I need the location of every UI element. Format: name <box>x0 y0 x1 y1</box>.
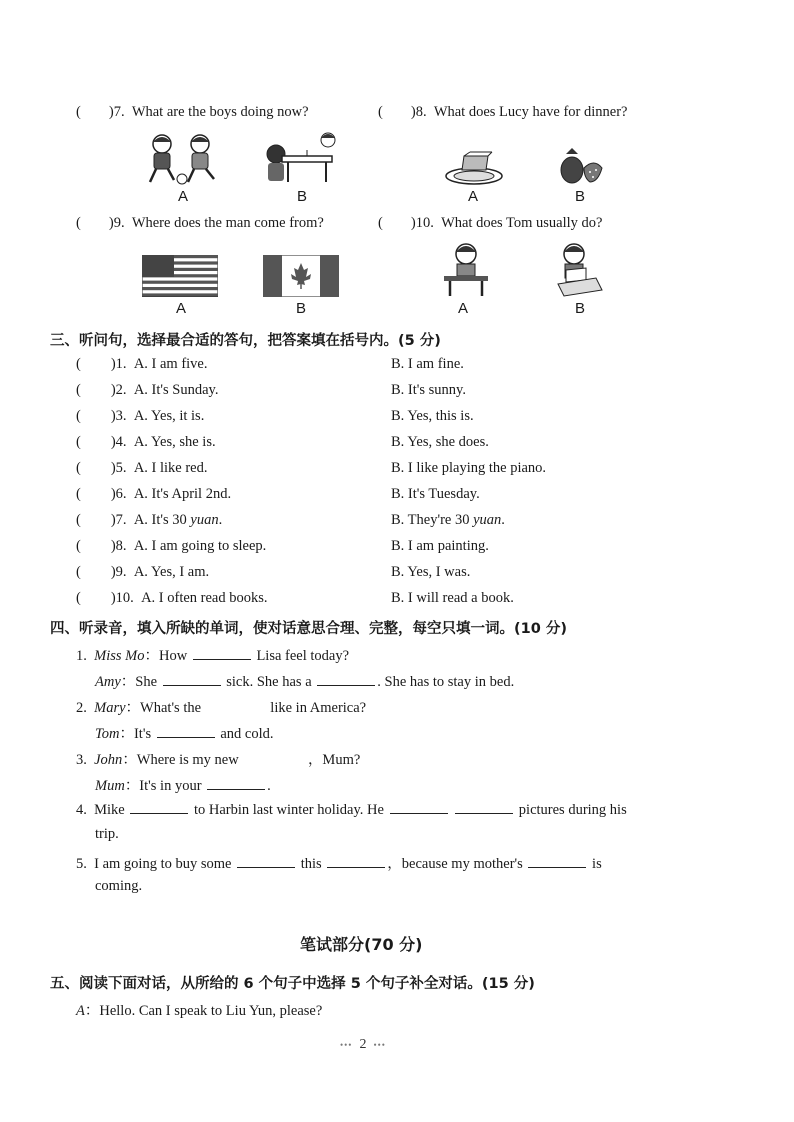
blank-input[interactable] <box>193 646 251 660</box>
option-b[interactable]: B. I am fine. <box>391 356 464 372</box>
question-9: ( )9. Where does the man come from? <box>76 215 324 231</box>
option-a[interactable]: A. Yes, it is. <box>133 408 205 424</box>
blank-input[interactable] <box>237 854 295 868</box>
blank-input[interactable] <box>244 751 302 764</box>
blank-input[interactable] <box>163 672 221 686</box>
list-item: ( )9. A. Yes, I am. <box>76 564 210 580</box>
question-text: What does Lucy have for dinner? <box>433 104 628 120</box>
option-a[interactable]: A. Yes, I am. <box>133 564 210 580</box>
option-b[interactable]: B. I will read a book. <box>391 590 514 606</box>
option-a[interactable]: A. I am going to sleep. <box>133 538 267 554</box>
list-item: ( )8. A. I am going to sleep. <box>76 538 267 554</box>
blank-input[interactable] <box>207 776 265 790</box>
blank-input[interactable] <box>390 800 448 814</box>
fill-q3-line2: Mum：It's in your . <box>95 778 271 794</box>
list-item: ( )4. A. Yes, she is. <box>76 434 216 450</box>
option-b[interactable]: B. Yes, she does. <box>391 434 489 450</box>
option-a[interactable]: A. Yes, she is. <box>133 434 216 450</box>
option-b[interactable]: B. Yes, this is. <box>391 408 474 424</box>
fill-q4-line2: trip. <box>95 826 119 842</box>
eggplant-picture <box>556 144 606 186</box>
section-3-title: 三、听问句，选择最合适的答句，把答案填在括号内。(5 分) <box>50 333 441 349</box>
option-b[interactable]: B. They're 30 yuan. <box>391 512 505 528</box>
answer-paren[interactable]: ( <box>378 104 383 120</box>
option-b-label: B <box>296 300 307 317</box>
question-text: What are the boys doing now? <box>131 104 309 120</box>
option-b[interactable]: B. Yes, I was. <box>391 564 471 580</box>
blank-input[interactable] <box>130 800 188 814</box>
fill-q1-line2: Amy：She sick. She has a . She has to stay in bed. <box>95 674 515 690</box>
boy-reading-picture <box>552 240 604 298</box>
list-item: ( )3. A. Yes, it is. <box>76 408 205 424</box>
option-a[interactable]: A. It's Sunday. <box>133 382 219 398</box>
blank-input[interactable] <box>157 724 215 738</box>
ping-pong-picture <box>262 130 342 186</box>
football-boys-picture <box>142 130 228 186</box>
question-10: ( )10. What does Tom usually do? <box>378 215 603 231</box>
blank-input[interactable] <box>455 800 513 814</box>
fill-q2-line1: 2. Mary：What's the like in America? <box>76 700 367 716</box>
speaker: Mum <box>95 778 125 794</box>
option-b-label: B <box>297 188 308 205</box>
list-item: ( )10. A. I often read books. <box>76 590 268 606</box>
question-text: Where does the man come from? <box>131 215 324 231</box>
option-a[interactable]: A. It's April 2nd. <box>133 486 232 502</box>
footer-dots: ••• <box>340 1040 353 1050</box>
footer-dots: ••• <box>373 1040 386 1050</box>
option-a[interactable]: A. I am five. <box>133 356 208 372</box>
list-item: ( )2. A. It's Sunday. <box>76 382 219 398</box>
usa-flag-icon <box>142 255 218 297</box>
fill-q1-line1: 1. Miss Mo：How Lisa feel today? <box>76 648 350 664</box>
canada-flag-icon <box>263 255 339 297</box>
fill-q2-line2: Tom：It's and cold. <box>95 726 274 742</box>
option-b-label: B <box>575 300 586 317</box>
question-text: What does Tom usually do? <box>441 215 603 231</box>
page-footer <box>340 1037 386 1053</box>
question-7: ( )7. What are the boys doing now? <box>76 104 309 120</box>
speaker: John <box>94 752 123 768</box>
speaker: Amy <box>95 674 121 690</box>
list-item: ( )1. A. I am five. <box>76 356 208 372</box>
option-a[interactable]: A. It's 30 yuan. <box>133 512 223 528</box>
dialogue-line: A：Hello. Can I speak to Liu Yun, please? <box>76 1003 323 1019</box>
list-item: ( )7. A. It's 30 yuan. <box>76 512 223 528</box>
speaker: Mary <box>94 700 126 716</box>
option-a[interactable]: A. I like red. <box>133 460 208 476</box>
option-a[interactable]: A. I often read books. <box>141 590 268 606</box>
option-b-label: B <box>575 188 586 205</box>
fill-q5-line1: 5. I am going to buy some this ，because my mother's is <box>76 856 602 872</box>
bread-plate-picture <box>444 150 504 186</box>
page-number: 2 <box>359 1037 367 1052</box>
list-item: ( )5. A. I like red. <box>76 460 208 476</box>
blank-input[interactable] <box>528 854 586 868</box>
section-5-title: 五、阅读下面对话，从所给的 6 个句子中选择 5 个句子补全对话。(15 分) <box>50 976 535 992</box>
fill-q5-line2: coming. <box>95 878 143 894</box>
answer-paren[interactable]: ( <box>76 215 81 231</box>
option-b[interactable]: B. It's Tuesday. <box>391 486 480 502</box>
answer-paren[interactable]: ( <box>378 215 383 231</box>
answer-paren[interactable]: ( <box>76 104 81 120</box>
written-part-title: 笔试部分(70 分) <box>300 935 423 954</box>
option-a-label: A <box>178 188 189 205</box>
option-b[interactable]: B. It's sunny. <box>391 382 466 398</box>
boy-desk-picture <box>442 240 490 298</box>
option-b[interactable]: B. I am painting. <box>391 538 489 554</box>
speaker: A <box>76 1003 85 1019</box>
blank-input[interactable] <box>317 672 375 686</box>
option-a-label: A <box>176 300 187 317</box>
option-a-label: A <box>458 300 469 317</box>
blank-input[interactable] <box>207 699 265 712</box>
fill-q4-line1: 4. Mike to Harbin last winter holiday. He pictures during his <box>76 802 627 818</box>
section-4-title: 四、听录音，填入所缺的单词，使对话意思合理、完整，每空只填一词。(10 分) <box>50 621 567 637</box>
speaker: Tom <box>95 726 120 742</box>
blank-input[interactable] <box>327 854 385 868</box>
speaker: Miss Mo <box>94 648 145 664</box>
fill-q3-line1: 3. John：Where is my new ，Mum? <box>76 752 361 768</box>
list-item: ( )6. A. It's April 2nd. <box>76 486 232 502</box>
option-b[interactable]: B. I like playing the piano. <box>391 460 547 476</box>
option-a-label: A <box>468 188 479 205</box>
question-8: ( )8. What does Lucy have for dinner? <box>378 104 628 120</box>
